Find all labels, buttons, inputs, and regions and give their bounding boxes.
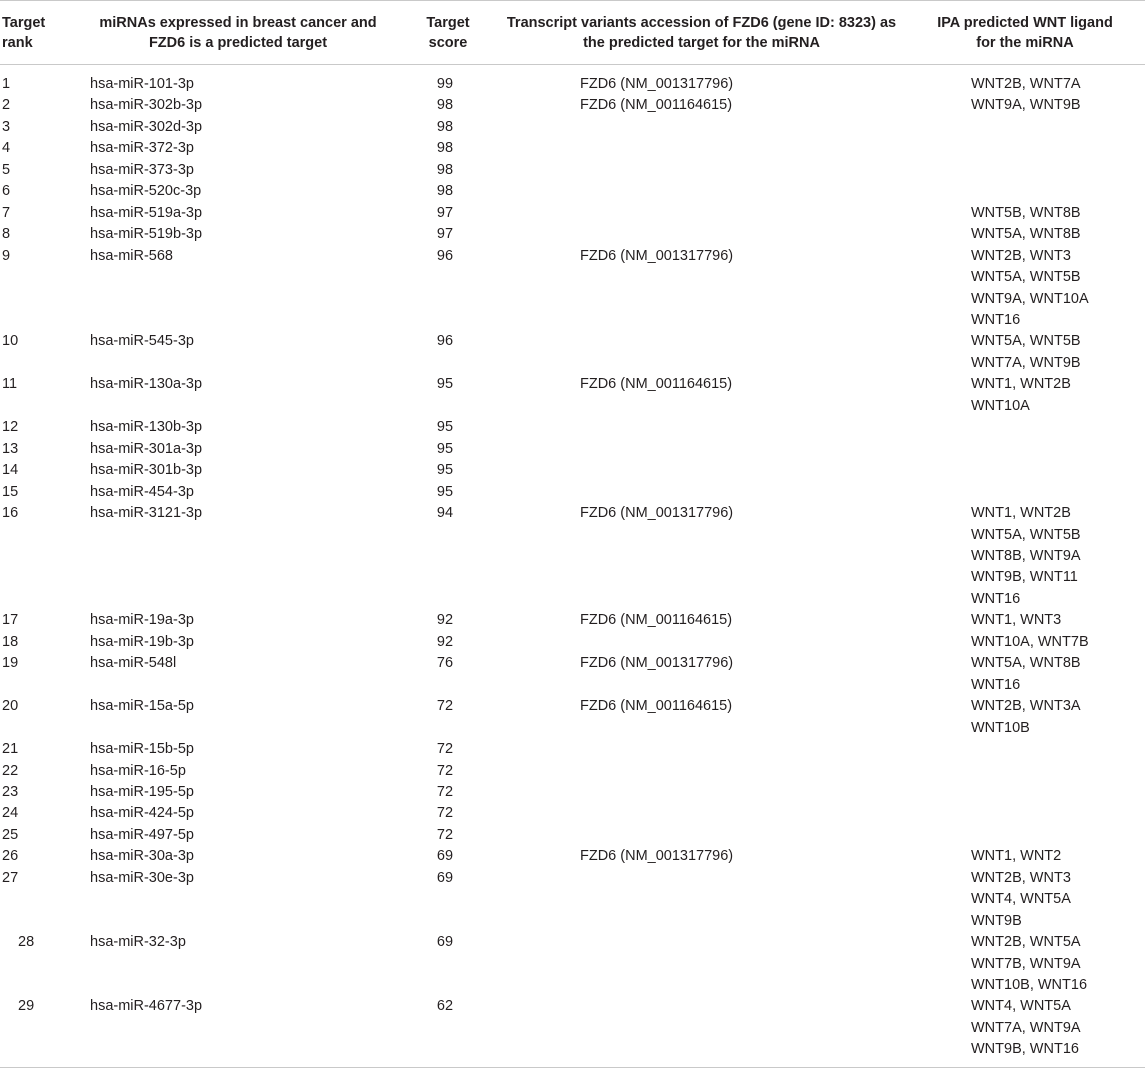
- wnt-ligand-cell: WNT5A, WNT5B WNT7A, WNT9B: [971, 333, 1081, 371]
- transcript-cell: [498, 417, 905, 438]
- wnt-ligand-cell: [905, 739, 1145, 760]
- score-cell: 98: [436, 118, 454, 135]
- score-cell: 98: [436, 161, 454, 178]
- transcript-cell: [498, 203, 905, 224]
- wnt-ligand-cell: WNT10A, WNT7B: [971, 633, 1089, 650]
- table-row: [0, 846, 1145, 867]
- header-rank: Target rank: [0, 1, 78, 65]
- table-row: [0, 65, 1145, 96]
- rank-cell: 24: [2, 805, 19, 822]
- header-wnt: IPA predicted WNT ligand for the miRNA: [905, 1, 1145, 65]
- score-cell: 62: [436, 998, 454, 1015]
- wnt-ligand-cell: [905, 417, 1145, 438]
- transcript-cell: [498, 224, 905, 245]
- rank-cell: 16: [2, 505, 19, 522]
- score-cell: 92: [436, 633, 454, 650]
- wnt-ligand-cell: WNT1, WNT3: [971, 612, 1062, 629]
- transcript-cell: FZD6 (NM_001164615): [580, 376, 733, 393]
- table-row: [0, 224, 1145, 245]
- rank-cell: 21: [2, 741, 19, 758]
- transcript-cell: [498, 160, 905, 181]
- score-cell: 97: [436, 226, 454, 243]
- rank-cell: 23: [2, 783, 19, 800]
- score-cell: 97: [436, 204, 454, 221]
- rank-cell: 13: [2, 440, 19, 457]
- transcript-cell: FZD6 (NM_001317796): [580, 247, 734, 264]
- transcript-cell: [498, 331, 905, 374]
- table-header: [0, 1, 1145, 65]
- rank-cell: 12: [2, 419, 19, 436]
- score-cell: 72: [436, 826, 454, 843]
- rank-cell: 14: [2, 462, 19, 479]
- mirna-cell: hsa-miR-19b-3p: [90, 633, 194, 650]
- score-cell: 72: [436, 741, 454, 758]
- mirna-cell: hsa-miR-519b-3p: [90, 226, 203, 243]
- table-row: [0, 653, 1145, 696]
- table-row: [0, 868, 1145, 932]
- table-row: [0, 160, 1145, 181]
- mirna-cell: hsa-miR-568: [90, 247, 173, 264]
- table-row: [0, 95, 1145, 116]
- score-cell: 95: [436, 462, 454, 479]
- rank-cell: 15: [2, 483, 19, 500]
- table-row: [0, 246, 1145, 332]
- table-row: [0, 460, 1145, 481]
- wnt-ligand-cell: WNT5A, WNT8B WNT16: [971, 655, 1081, 693]
- wnt-ligand-cell: [905, 181, 1145, 202]
- mirna-cell: hsa-miR-301a-3p: [90, 440, 203, 457]
- transcript-cell: FZD6 (NM_001317796): [580, 655, 734, 672]
- table-body: [0, 65, 1145, 1067]
- table-row: [0, 331, 1145, 374]
- mirna-cell: hsa-miR-497-5p: [90, 826, 194, 843]
- wnt-ligand-cell: WNT4, WNT5A WNT7A, WNT9A WNT9B, WNT16: [971, 998, 1081, 1058]
- wnt-ligand-cell: WNT5A, WNT8B: [971, 226, 1081, 243]
- transcript-cell: [498, 460, 905, 481]
- rank-cell: 27: [2, 869, 19, 886]
- transcript-cell: FZD6 (NM_001164615): [580, 698, 733, 715]
- wnt-ligand-cell: WNT2B, WNT3 WNT4, WNT5A WNT9B: [971, 869, 1071, 929]
- wnt-ligand-cell: [905, 138, 1145, 159]
- rank-cell: 5: [2, 161, 11, 178]
- score-cell: 96: [436, 247, 454, 264]
- table-row: [0, 482, 1145, 503]
- wnt-ligand-cell: WNT1, WNT2B WNT10A: [971, 376, 1071, 414]
- score-cell: 72: [436, 762, 454, 779]
- mirna-cell: hsa-miR-424-5p: [90, 805, 194, 822]
- rank-cell: 7: [2, 204, 11, 221]
- transcript-cell: [498, 739, 905, 760]
- transcript-cell: [498, 868, 905, 932]
- wnt-ligand-cell: WNT2B, WNT3 WNT5A, WNT5B WNT9A, WNT10A WNT16: [971, 247, 1089, 328]
- rank-cell: 4: [2, 140, 11, 157]
- wnt-ligand-cell: [905, 825, 1145, 846]
- score-cell: 69: [436, 934, 454, 951]
- score-cell: 94: [436, 505, 454, 522]
- mirna-cell: hsa-miR-3121-3p: [90, 505, 203, 522]
- header-score: Target score: [398, 1, 498, 65]
- wnt-ligand-cell: WNT2B, WNT5A WNT7B, WNT9A WNT10B, WNT16: [971, 934, 1088, 994]
- score-cell: 98: [436, 140, 454, 157]
- table-row: [0, 374, 1145, 417]
- wnt-ligand-cell: [905, 160, 1145, 181]
- score-cell: 95: [436, 376, 454, 393]
- table-row: [0, 932, 1145, 996]
- table-row: [0, 138, 1145, 159]
- table-row: [0, 996, 1145, 1066]
- mirna-cell: hsa-miR-30a-3p: [90, 848, 194, 865]
- wnt-ligand-cell: [905, 482, 1145, 503]
- score-cell: 69: [436, 848, 454, 865]
- transcript-cell: [498, 932, 905, 996]
- transcript-cell: FZD6 (NM_001164615): [580, 97, 733, 114]
- score-cell: 99: [436, 76, 454, 92]
- rank-cell: 29: [18, 998, 35, 1015]
- rank-cell: 10: [2, 333, 19, 350]
- wnt-ligand-cell: [905, 761, 1145, 782]
- header-transcript: Transcript variants accession of FZD6 (gene ID: 8323) as the predicted target for the miRNA: [498, 1, 905, 65]
- mirna-cell: hsa-miR-454-3p: [90, 483, 194, 500]
- transcript-cell: [498, 117, 905, 138]
- mirna-cell: hsa-miR-16-5p: [90, 762, 186, 779]
- mirna-cell: hsa-miR-302d-3p: [90, 118, 203, 135]
- table-row: [0, 203, 1145, 224]
- rank-cell: 8: [2, 226, 11, 243]
- rank-cell: 2: [2, 97, 11, 114]
- rank-cell: 20: [2, 698, 19, 715]
- score-cell: 76: [436, 655, 454, 672]
- table-row: [0, 117, 1145, 138]
- transcript-cell: FZD6 (NM_001317796): [580, 505, 734, 522]
- score-cell: 98: [436, 183, 454, 200]
- mirna-cell: hsa-miR-15a-5p: [90, 698, 194, 715]
- wnt-ligand-cell: [905, 782, 1145, 803]
- table-row: [0, 803, 1145, 824]
- score-cell: 72: [436, 698, 454, 715]
- rank-cell: 6: [2, 183, 11, 200]
- wnt-ligand-cell: WNT9A, WNT9B: [971, 97, 1081, 114]
- transcript-cell: FZD6 (NM_001317796): [580, 848, 734, 865]
- rank-cell: 9: [2, 247, 11, 264]
- mirna-cell: hsa-miR-519a-3p: [90, 204, 203, 221]
- score-cell: 98: [436, 97, 454, 114]
- rank-cell: 26: [2, 848, 19, 865]
- transcript-cell: FZD6 (NM_001317796): [580, 76, 734, 92]
- transcript-cell: [498, 632, 905, 653]
- table-row: [0, 181, 1145, 202]
- rank-cell: 25: [2, 826, 19, 843]
- wnt-ligand-cell: [905, 460, 1145, 481]
- mirna-cell: hsa-miR-15b-5p: [90, 741, 194, 758]
- wnt-ligand-cell: WNT1, WNT2: [971, 848, 1062, 865]
- mirna-cell: hsa-miR-372-3p: [90, 140, 194, 157]
- rank-cell: 19: [2, 655, 19, 672]
- score-cell: 69: [436, 869, 454, 886]
- mirna-cell: hsa-miR-301b-3p: [90, 462, 203, 479]
- header-mirna: miRNAs expressed in breast cancer and FZD6 is a predicted target: [78, 1, 398, 65]
- mirna-cell: hsa-miR-32-3p: [90, 934, 186, 951]
- mirna-cell: hsa-miR-4677-3p: [90, 998, 203, 1015]
- transcript-cell: [498, 439, 905, 460]
- rank-cell: 18: [2, 633, 19, 650]
- wnt-ligand-cell: [905, 439, 1145, 460]
- transcript-cell: [498, 482, 905, 503]
- mirna-cell: hsa-miR-195-5p: [90, 783, 194, 800]
- table-row: [0, 439, 1145, 460]
- wnt-ligand-cell: WNT2B, WNT3A WNT10B: [971, 698, 1081, 736]
- transcript-cell: [498, 996, 905, 1066]
- table-row: [0, 825, 1145, 846]
- mirna-cell: hsa-miR-545-3p: [90, 333, 194, 350]
- rank-cell: 1: [2, 76, 11, 92]
- mirna-cell: hsa-miR-30e-3p: [90, 869, 194, 886]
- mirna-cell: hsa-miR-302b-3p: [90, 97, 203, 114]
- score-cell: 96: [436, 333, 454, 350]
- table-row: [0, 761, 1145, 782]
- table-row: [0, 632, 1145, 653]
- transcript-cell: [498, 803, 905, 824]
- transcript-cell: [498, 825, 905, 846]
- rank-cell: 11: [2, 376, 18, 393]
- score-cell: 95: [436, 419, 454, 436]
- wnt-ligand-cell: WNT2B, WNT7A: [971, 76, 1081, 92]
- mirna-cell: hsa-miR-101-3p: [90, 76, 194, 92]
- table-row: [0, 739, 1145, 760]
- transcript-cell: [498, 181, 905, 202]
- score-cell: 92: [436, 612, 454, 629]
- mirna-cell: hsa-miR-130b-3p: [90, 419, 203, 436]
- wnt-ligand-cell: WNT5B, WNT8B: [971, 204, 1081, 221]
- transcript-cell: [498, 761, 905, 782]
- rank-cell: 17: [2, 612, 19, 629]
- score-cell: 72: [436, 805, 454, 822]
- wnt-ligand-cell: WNT1, WNT2B WNT5A, WNT5B WNT8B, WNT9A WNT9B, WNT11 WNT16: [971, 505, 1081, 607]
- mirna-cell: hsa-miR-548l: [90, 655, 177, 672]
- mirna-cell: hsa-miR-19a-3p: [90, 612, 194, 629]
- table-row: [0, 503, 1145, 610]
- score-cell: 72: [436, 783, 454, 800]
- mirna-cell: hsa-miR-130a-3p: [90, 376, 203, 393]
- score-cell: 95: [436, 440, 454, 457]
- rank-cell: 22: [2, 762, 19, 779]
- wnt-ligand-cell: [905, 803, 1145, 824]
- score-cell: 95: [436, 483, 454, 500]
- rank-cell: 3: [2, 118, 11, 135]
- table-row: [0, 610, 1145, 631]
- transcript-cell: [498, 138, 905, 159]
- table-row: [0, 696, 1145, 739]
- mirna-cell: hsa-miR-520c-3p: [90, 183, 202, 200]
- transcript-cell: [498, 782, 905, 803]
- transcript-cell: FZD6 (NM_001164615): [580, 612, 733, 629]
- table-row: [0, 417, 1145, 438]
- table-row: [0, 782, 1145, 803]
- mirna-cell: hsa-miR-373-3p: [90, 161, 194, 178]
- rank-cell: 28: [18, 934, 35, 951]
- wnt-ligand-cell: [905, 117, 1145, 138]
